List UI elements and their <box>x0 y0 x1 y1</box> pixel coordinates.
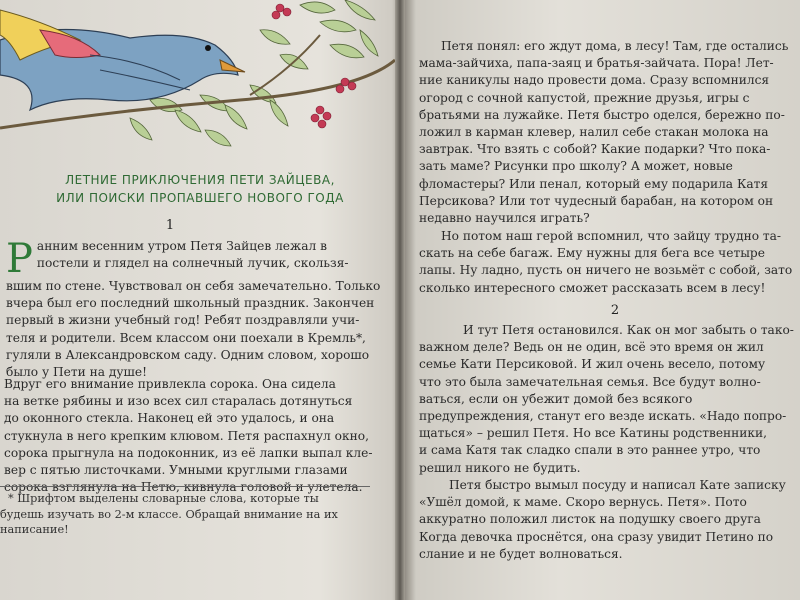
text-line: огород с сочной капустой, прежние друзья, игры с <box>419 90 750 105</box>
text-line: ние каникулы надо провести дома. Сразу вспомнился <box>419 73 770 88</box>
text-line: на ветке рябины и изо всех сил старалась дотянуться <box>4 394 353 409</box>
text-line: важном деле? Ведь он не один, всё это время он жил <box>419 340 764 355</box>
text-line: предупреждения, станут его везде искать. «Надо попро- <box>419 408 787 423</box>
text-line: Но потом наш герой вспомнил, что зайцу трудно та- <box>441 229 782 243</box>
text-line: зать маме? Рисунки про школу? А может, новые <box>419 159 733 174</box>
text-line: вчера был его последний школьный праздник. Закончен <box>6 296 375 311</box>
text-line: Персикова? Или тот чудесный барабан, на котором он <box>419 193 774 208</box>
footnote-line: * Шрифтом выделены словарные слова, которые ты <box>8 492 319 505</box>
text-line: Петя понял: его ждут дома, в лесу! Там, где остались <box>441 39 789 53</box>
left-paragraph-2 <box>4 376 384 496</box>
book-gutter <box>395 0 405 600</box>
text-line: завтрак. Что взять с собой? Какие подарки? Что пока- <box>419 142 771 157</box>
text-line: ваться, если он убежит домой без всякого <box>419 391 693 406</box>
title-line: ИЛИ ПОИСКИ ПРОПАВШЕГО НОВОГО ГОДА <box>56 191 344 205</box>
text-line: лапы. Ну ладно, пусть он ничего не возьмёт с собой, зато <box>419 263 793 278</box>
right-paragraph-4 <box>419 477 786 563</box>
text-line: первый в жизни учебный год! Ребят поздравляли учи- <box>6 313 360 328</box>
text-line: стукнула в него крепким клювом. Петя распахнул окно, <box>4 428 369 443</box>
text-line: Когда девочка проснётся, она сразу увидит Петино по <box>419 529 774 544</box>
left-paragraph-1 <box>6 238 386 381</box>
text-line: гуляли в Александровском саду. Одним словом, хорошо <box>6 347 370 362</box>
text-line: теля и родители. Всем классом они поехали в Кремль*, <box>6 330 366 345</box>
text-line: анним весенним утром Петя Зайцев лежал в <box>36 239 327 253</box>
footnote-line: написание! <box>0 523 69 536</box>
text-line: скать на себе багаж. Ему нужны для бега все четыре <box>419 246 765 261</box>
text-line: ложил в карман клевер, налил себе стакан молока на <box>419 124 769 139</box>
text-line: недавно научился играть? <box>419 210 590 225</box>
text-line: постели и глядел на солнечный лучик, скользя- <box>36 256 349 271</box>
text-line: Вдруг его внимание привлекла сорока. Она сидела <box>4 377 336 391</box>
text-line: вер с пятью листочками. Умными круглыми глазами <box>4 462 348 477</box>
text-line: сорока прыгнула на подоконник, из её лапки выпал кле- <box>4 445 373 460</box>
text-line: Петя быстро вымыл посуду и написал Кате записку <box>449 478 786 492</box>
text-line: сорока взглянула на Петю, кивнула головой и улетела. <box>4 480 363 495</box>
text-line: до оконного стекла. Наконец ей это удалось, и она <box>4 411 335 426</box>
text-line: решил никого не будить. <box>419 460 581 475</box>
text-line: что это была замечательная семья. Все будут волно- <box>419 374 761 389</box>
text-line: братьями на лужайке. Петя быстро оделся, бережно по- <box>419 107 785 122</box>
text-line: «Ушёл домой, к маме. Скоро вернусь. Петя». Пото <box>419 495 747 510</box>
drop-cap: Р <box>6 236 33 282</box>
text-line: было у Пети на душе! <box>6 364 147 379</box>
chapter-number: 1 <box>165 218 175 233</box>
right-paragraph-2 <box>419 228 792 297</box>
text-line: мама-зайчиха, папа-заяц и братья-зайчата. Пора! Лет- <box>419 56 774 71</box>
text-line: И тут Петя остановился. Как он мог забыть о тако- <box>463 323 794 337</box>
text-line: фломастеры? Или пенал, который ему подарила Катя <box>419 176 769 191</box>
text-line: вшим по стене. Чувствовал он себя замечательно. Только <box>6 279 381 293</box>
text-line: щаться» – решил Петя. Но все Катины родственники, <box>419 426 768 441</box>
right-paragraph-3 <box>419 322 794 477</box>
text-line: семье Кати Персиковой. И жил очень весело, потому <box>419 357 766 372</box>
text-line: сколько интересного сможет рассказать всем в лесу! <box>419 280 766 295</box>
right-paragraph-1 <box>419 38 788 227</box>
footnote <box>0 486 370 538</box>
footnote-line: будешь изучать во 2-м классе. Обращай внимание на их <box>0 507 338 521</box>
title-line: ЛЕТНИЕ ПРИКЛЮЧЕНИЯ ПЕТИ ЗАЙЦЕВА, <box>65 173 335 187</box>
story-title <box>20 173 380 205</box>
right-page <box>405 0 800 600</box>
bird-on-rowan-branch-illustration <box>0 0 395 160</box>
chapter-number: 2 <box>610 303 620 318</box>
text-line: аккуратно положил листок на подушку своего друга <box>419 512 761 527</box>
left-page <box>0 0 395 600</box>
text-line: слание и не будет волноваться. <box>419 546 623 561</box>
text-line: и сама Катя так сладко спали в это раннее утро, что <box>419 443 761 458</box>
